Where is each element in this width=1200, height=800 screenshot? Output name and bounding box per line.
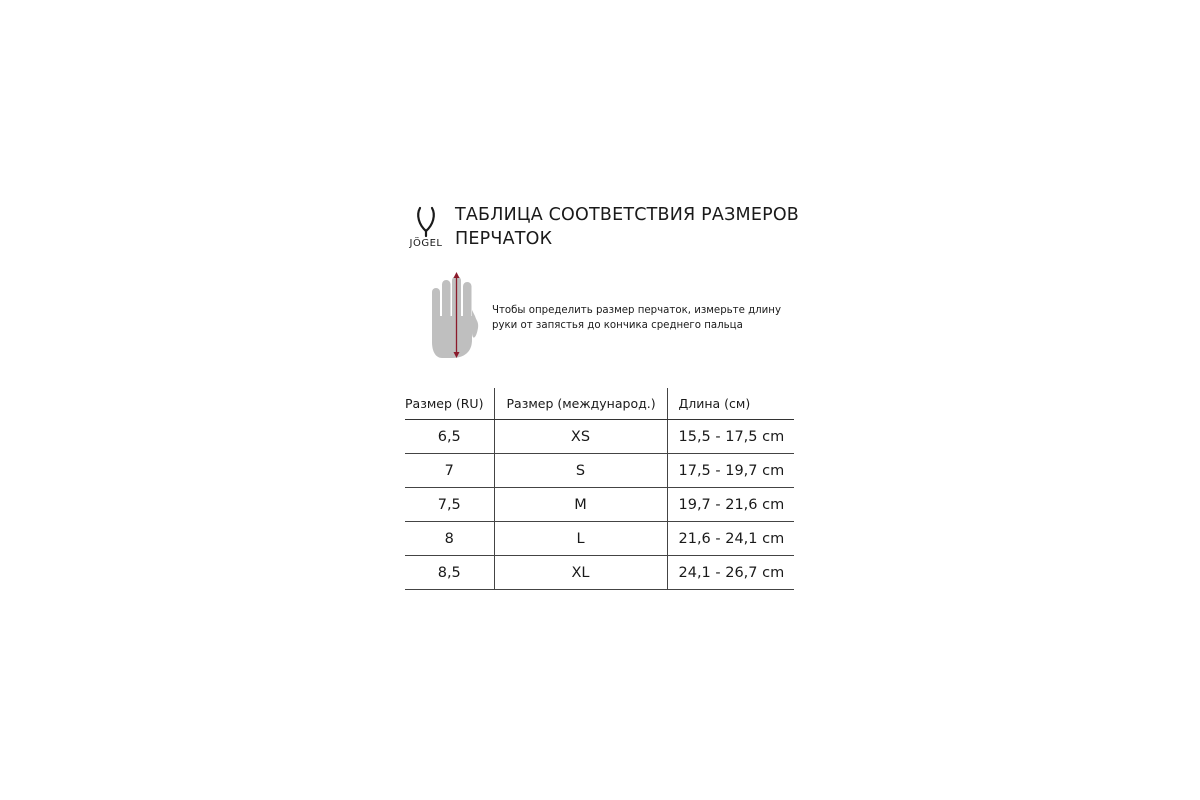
instruction-line-2: руки от запястья до кончика среднего пальца: [492, 319, 743, 331]
jogel-logo-icon: [404, 205, 448, 239]
page-title: [455, 203, 815, 251]
hand-measure-icon: [426, 270, 480, 366]
cell-size-ru: 8,5: [405, 556, 494, 590]
table-row: [405, 556, 794, 590]
cell-size-intl: XL: [494, 556, 667, 590]
brand-wordmark: JÖGEL: [409, 238, 443, 249]
header-size-intl: Размер (международ.): [494, 388, 667, 420]
cell-size-intl: M: [494, 488, 667, 522]
table-row: [405, 420, 794, 454]
cell-size-ru: 7: [405, 454, 494, 488]
table-row: [405, 454, 794, 488]
table-header-row: [405, 388, 794, 420]
cell-length: 21,6 - 24,1 cm: [667, 522, 794, 556]
cell-size-intl: L: [494, 522, 667, 556]
measurement-instruction: [492, 304, 792, 333]
hand-illustration: [426, 270, 480, 366]
cell-size-ru: 8: [405, 522, 494, 556]
cell-size-ru: 7,5: [405, 488, 494, 522]
table-row: [405, 488, 794, 522]
table-row: [405, 522, 794, 556]
brand-logo: [404, 205, 448, 251]
header-size-ru: Размер (RU): [405, 388, 494, 420]
cell-length: 24,1 - 26,7 cm: [667, 556, 794, 590]
cell-length: 15,5 - 17,5 cm: [667, 420, 794, 454]
size-table: [405, 388, 794, 590]
instruction-line-1: Чтобы определить размер перчаток, измерьте длину: [492, 305, 781, 316]
title-line-1: ТАБЛИЦА СООТВЕТСТВИЯ РАЗМЕРОВ: [455, 205, 800, 225]
cell-length: 17,5 - 19,7 cm: [667, 454, 794, 488]
cell-size-intl: XS: [494, 420, 667, 454]
header-length: Длина (см): [667, 388, 794, 420]
cell-size-ru: 6,5: [405, 420, 494, 454]
cell-size-intl: S: [494, 454, 667, 488]
title-line-2: ПЕРЧАТОК: [455, 229, 553, 249]
cell-length: 19,7 - 21,6 cm: [667, 488, 794, 522]
